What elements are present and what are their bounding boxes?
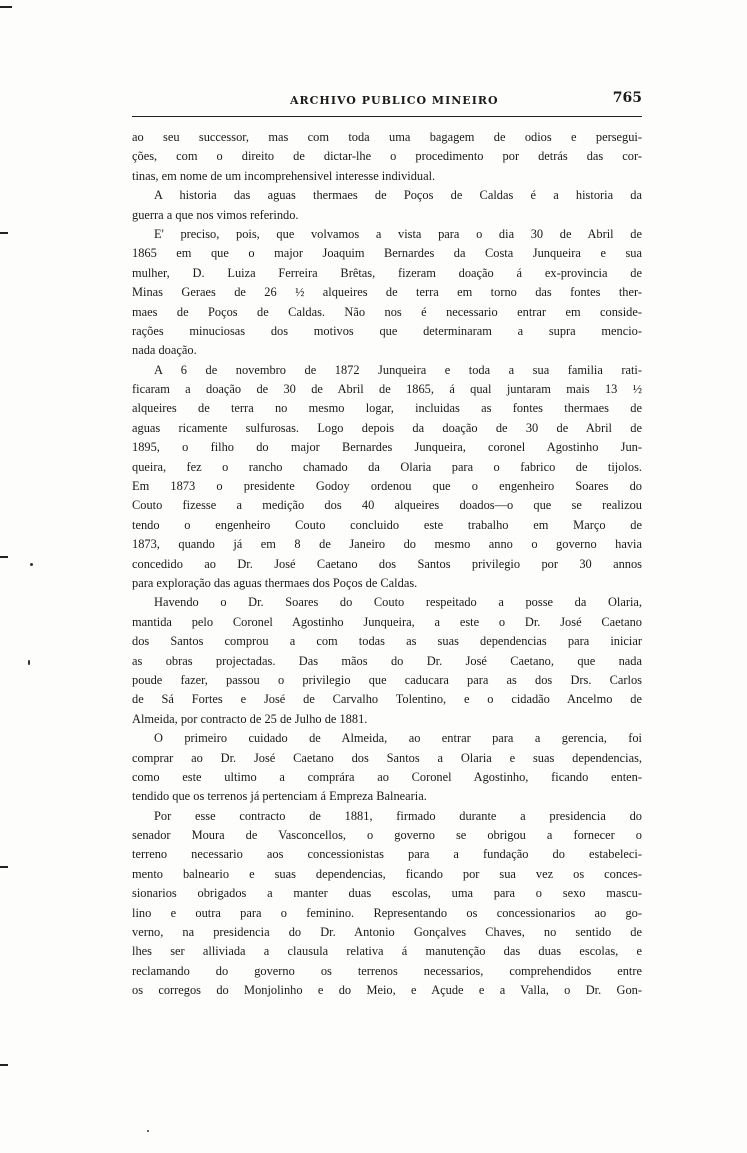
text-line: para exploração das aguas thermaes dos Poços de Caldas. — [132, 575, 418, 590]
text-line: O primeiro cuidado de Almeida, ao entrar para a gerencia, foi — [154, 731, 642, 746]
text-line: Almeida, por contracto de 25 de Julho de 1881. — [132, 711, 368, 726]
text-line: poude fazer, passou o privilegio que caducara para as dos Drs. Carlos — [132, 672, 642, 687]
text-line: tendo o engenheiro Couto concluido este trabalho em Março de — [132, 517, 642, 532]
text-line: A 6 de novembro de 1872 Junqueira e toda a sua familia rati- — [154, 362, 642, 377]
page-header — [132, 90, 642, 114]
running-title: ARCHIVO PUBLICO MINEIRO — [290, 94, 499, 107]
text-line: como este ultimo a comprára ao Coronel Agostinho, ficando enten- — [132, 769, 642, 784]
text-line: Por esse contracto de 1881, firmado durante a presidencia do — [154, 808, 642, 823]
text-line: E' preciso, pois, que volvamos a vista para o dia 30 de Abril de — [154, 226, 642, 241]
text-line: dos Santos comprou a com todas as suas dependencias para iniciar — [132, 634, 642, 649]
text-line: 1865 em que o major Joaquim Bernardes da Costa Junqueira e sua — [132, 246, 642, 261]
page-number: 765 — [612, 90, 642, 106]
text-line: 1873, quando já em 8 de Janeiro do mesmo anno o governo havia — [132, 537, 642, 552]
text-line: tinas, em nome de um incomprehensivel interesse individual. — [132, 168, 436, 183]
page-edge-mark — [0, 6, 12, 8]
page-edge-mark — [0, 1064, 8, 1066]
text-line: Em 1873 o presidente Godoy ordenou que o engenheiro Soares do — [132, 479, 642, 494]
scan-speck — [30, 563, 33, 566]
text-line: verno, na presidencia do Dr. Antonio Gonçalves Chaves, no sentido de — [132, 925, 642, 940]
text-line: Couto fizesse a medição dos 40 alqueires doados—o que se realizou — [132, 498, 642, 513]
text-line: ao seu successor, mas com toda uma bagagem de odios e persegui- — [132, 130, 642, 144]
text-line: mulher, D. Luiza Ferreira Brêtas, fizeram doação á ex-provincia de — [132, 265, 642, 280]
text-line: reclamando do governo os terrenos necessarios, comprehendidos entre — [132, 963, 642, 978]
text-line: nada doação. — [132, 343, 197, 358]
header-rule — [132, 116, 642, 117]
text-line: 1895, o filho do major Bernardes Junqueira, coronel Agostinho Jun- — [132, 440, 642, 455]
text-line: ficaram a doação de 30 de Abril de 1865, á qual juntaram mais 13 ½ — [132, 382, 642, 397]
text-line: lino e outra para o feminino. Representando os concessionarios ao go- — [132, 905, 642, 920]
text-line: maes de Poços de Caldas. Não nos é necessario entrar em conside- — [132, 304, 642, 319]
text-line: queira, fez o rancho chamado da Olaria para o fabrico de tijolos. — [132, 459, 642, 474]
text-line: A historia das aguas thermaes de Poços de Caldas é a historia da — [154, 188, 642, 203]
page-edge-mark — [0, 232, 8, 234]
scan-speck — [147, 1130, 149, 1132]
text-line: de Sá Fortes e José de Carvalho Tolentino, e o cidadão Ancelmo de — [132, 692, 642, 707]
text-line: aguas ricamente sulfurosas. Logo depois da doação de 30 de Abril de — [132, 420, 642, 435]
text-line: mantida pelo Coronel Agostinho Junqueira, a este o Dr. José Caetano — [132, 614, 642, 629]
text-line: os corregos do Monjolinho e do Meio, e Açude e a Valla, o Dr. Gon- — [132, 983, 642, 998]
text-line: as obras projectadas. Das mãos do Dr. José Caetano, que nada — [132, 653, 642, 668]
text-line: guerra a que nos vimos referindo. — [132, 207, 299, 222]
body-text — [132, 128, 642, 1001]
text-line: lhes ser alliviada a clausula relativa á manutenção das duas escolas, e — [132, 944, 642, 959]
text-line: sionarios obrigados a manter duas escolas, uma para o sexo mascu- — [132, 886, 642, 901]
page-edge-mark — [0, 556, 8, 558]
text-line: ções, com o direito de dictar-lhe o procedimento por detrás das cor- — [132, 149, 642, 164]
text-line: mento balneario e suas dependencias, ficando por sua vez os conces- — [132, 866, 642, 881]
text-line: Havendo o Dr. Soares do Couto respeitado a posse da Olaria, — [154, 595, 642, 610]
text-line: senador Moura de Vasconcellos, o governo se obrigou a fornecer o — [132, 828, 642, 843]
text-line: concedido ao Dr. José Caetano dos Santos privilegio por 30 annos — [132, 556, 642, 571]
text-line: terreno necessario aos concessionistas para a fundação do estabeleci- — [132, 847, 642, 862]
page-edge-mark — [0, 866, 8, 868]
text-line: alqueires de terra no mesmo logar, incluidas as fontes thermaes de — [132, 401, 642, 416]
text-line: rações minuciosas dos motivos que determinaram a supra mencio- — [132, 323, 642, 338]
scan-speck — [28, 660, 30, 665]
text-line: Minas Geraes de 26 ½ alqueires de terra em torno das fontes ther- — [132, 285, 642, 300]
text-line: tendido que os terrenos já pertenciam á Empreza Balnearia. — [132, 789, 427, 804]
text-line: comprar ao Dr. José Caetano dos Santos a Olaria e suas dependencias, — [132, 750, 642, 765]
